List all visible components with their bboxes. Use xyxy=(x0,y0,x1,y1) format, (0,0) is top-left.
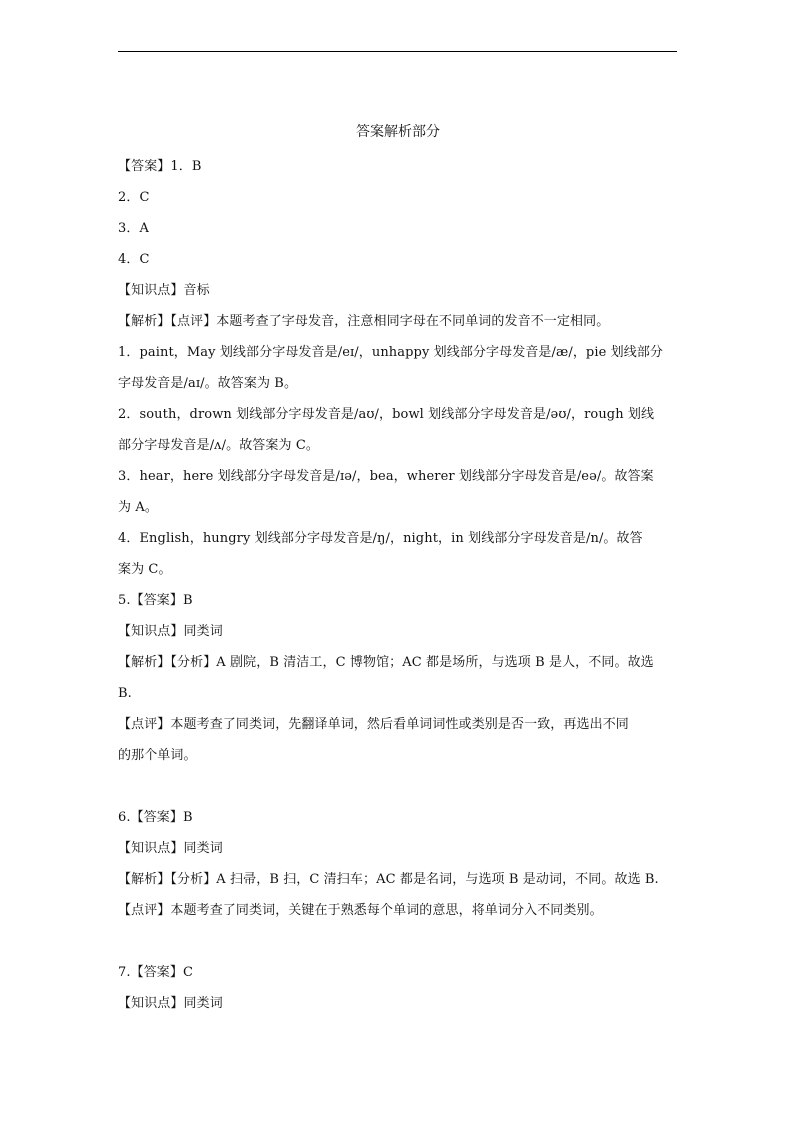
line-12: 4．English，hungry 划线部分字母发音是/ŋ/，night，in 划线部分字母发音是/n/。故答 xyxy=(118,531,643,546)
line-9: 部分字母发音是/ʌ/。故答案为 C。 xyxy=(118,438,319,453)
blank-line xyxy=(118,926,678,957)
line-16: 【解析】【分析】A 剧院，B 清洁工，C 博物馆；AC 都是场所，与选项 B 是人，不同。故选 xyxy=(118,655,654,670)
line-10: 3．hear，here 划线部分字母发音是/ɪə/，bea，wherer 划线部分字母发音是/eə/。故答案 xyxy=(118,469,654,484)
answer-analysis-section xyxy=(118,120,678,1019)
line-13: 案为 C。 xyxy=(118,562,172,577)
line-22: 【知识点】同类词 xyxy=(118,841,223,856)
line-2: 3．A xyxy=(118,221,149,236)
line-7: 字母发音是/aɪ/。故答案为 B。 xyxy=(118,376,298,391)
line-23: 【解析】【分析】A 扫帚，B 扫，C 清扫车；AC 都是名词，与选项 B 是动词，不同。故选 B. xyxy=(118,872,659,887)
line-15: 【知识点】同类词 xyxy=(118,624,223,639)
header-rule xyxy=(118,51,677,52)
line-24: 【点评】本题考查了同类词，关键在于熟悉每个单词的意思，将单词分入不同类别。 xyxy=(118,903,603,918)
line-14: 5.【答案】B xyxy=(118,593,193,608)
line-21: 6.【答案】B xyxy=(118,810,193,825)
line-19: 的那个单词。 xyxy=(118,748,197,763)
line-5: 【解析】【点评】本题考查了字母发音，注意相同字母在不同单词的发音不一定相同。 xyxy=(118,314,610,329)
blank-line xyxy=(118,771,678,802)
line-0: 【答案】1．B xyxy=(118,159,202,174)
line-26: 7.【答案】C xyxy=(118,965,194,980)
line-8: 2．south，drown 划线部分字母发音是/aʊ/，bowl 划线部分字母发音是/əʊ/，rough 划线 xyxy=(118,407,655,422)
line-4: 【知识点】音标 xyxy=(118,283,210,298)
line-1: 2．C xyxy=(118,190,150,205)
line-18: 【点评】本题考查了同类词，先翻译单词，然后看单词词性或类别是否一致，再选出不同 xyxy=(118,717,629,732)
page-title: 答案解析部分 xyxy=(356,124,440,140)
line-6: 1．paint，May 划线部分字母发音是/eɪ/，unhappy 划线部分字母发音是/æ/，pie 划线部分 xyxy=(118,345,664,360)
line-17: B. xyxy=(118,686,132,701)
line-3: 4．C xyxy=(118,252,150,267)
line-11: 为 A。 xyxy=(118,500,158,515)
line-27: 【知识点】同类词 xyxy=(118,996,223,1011)
